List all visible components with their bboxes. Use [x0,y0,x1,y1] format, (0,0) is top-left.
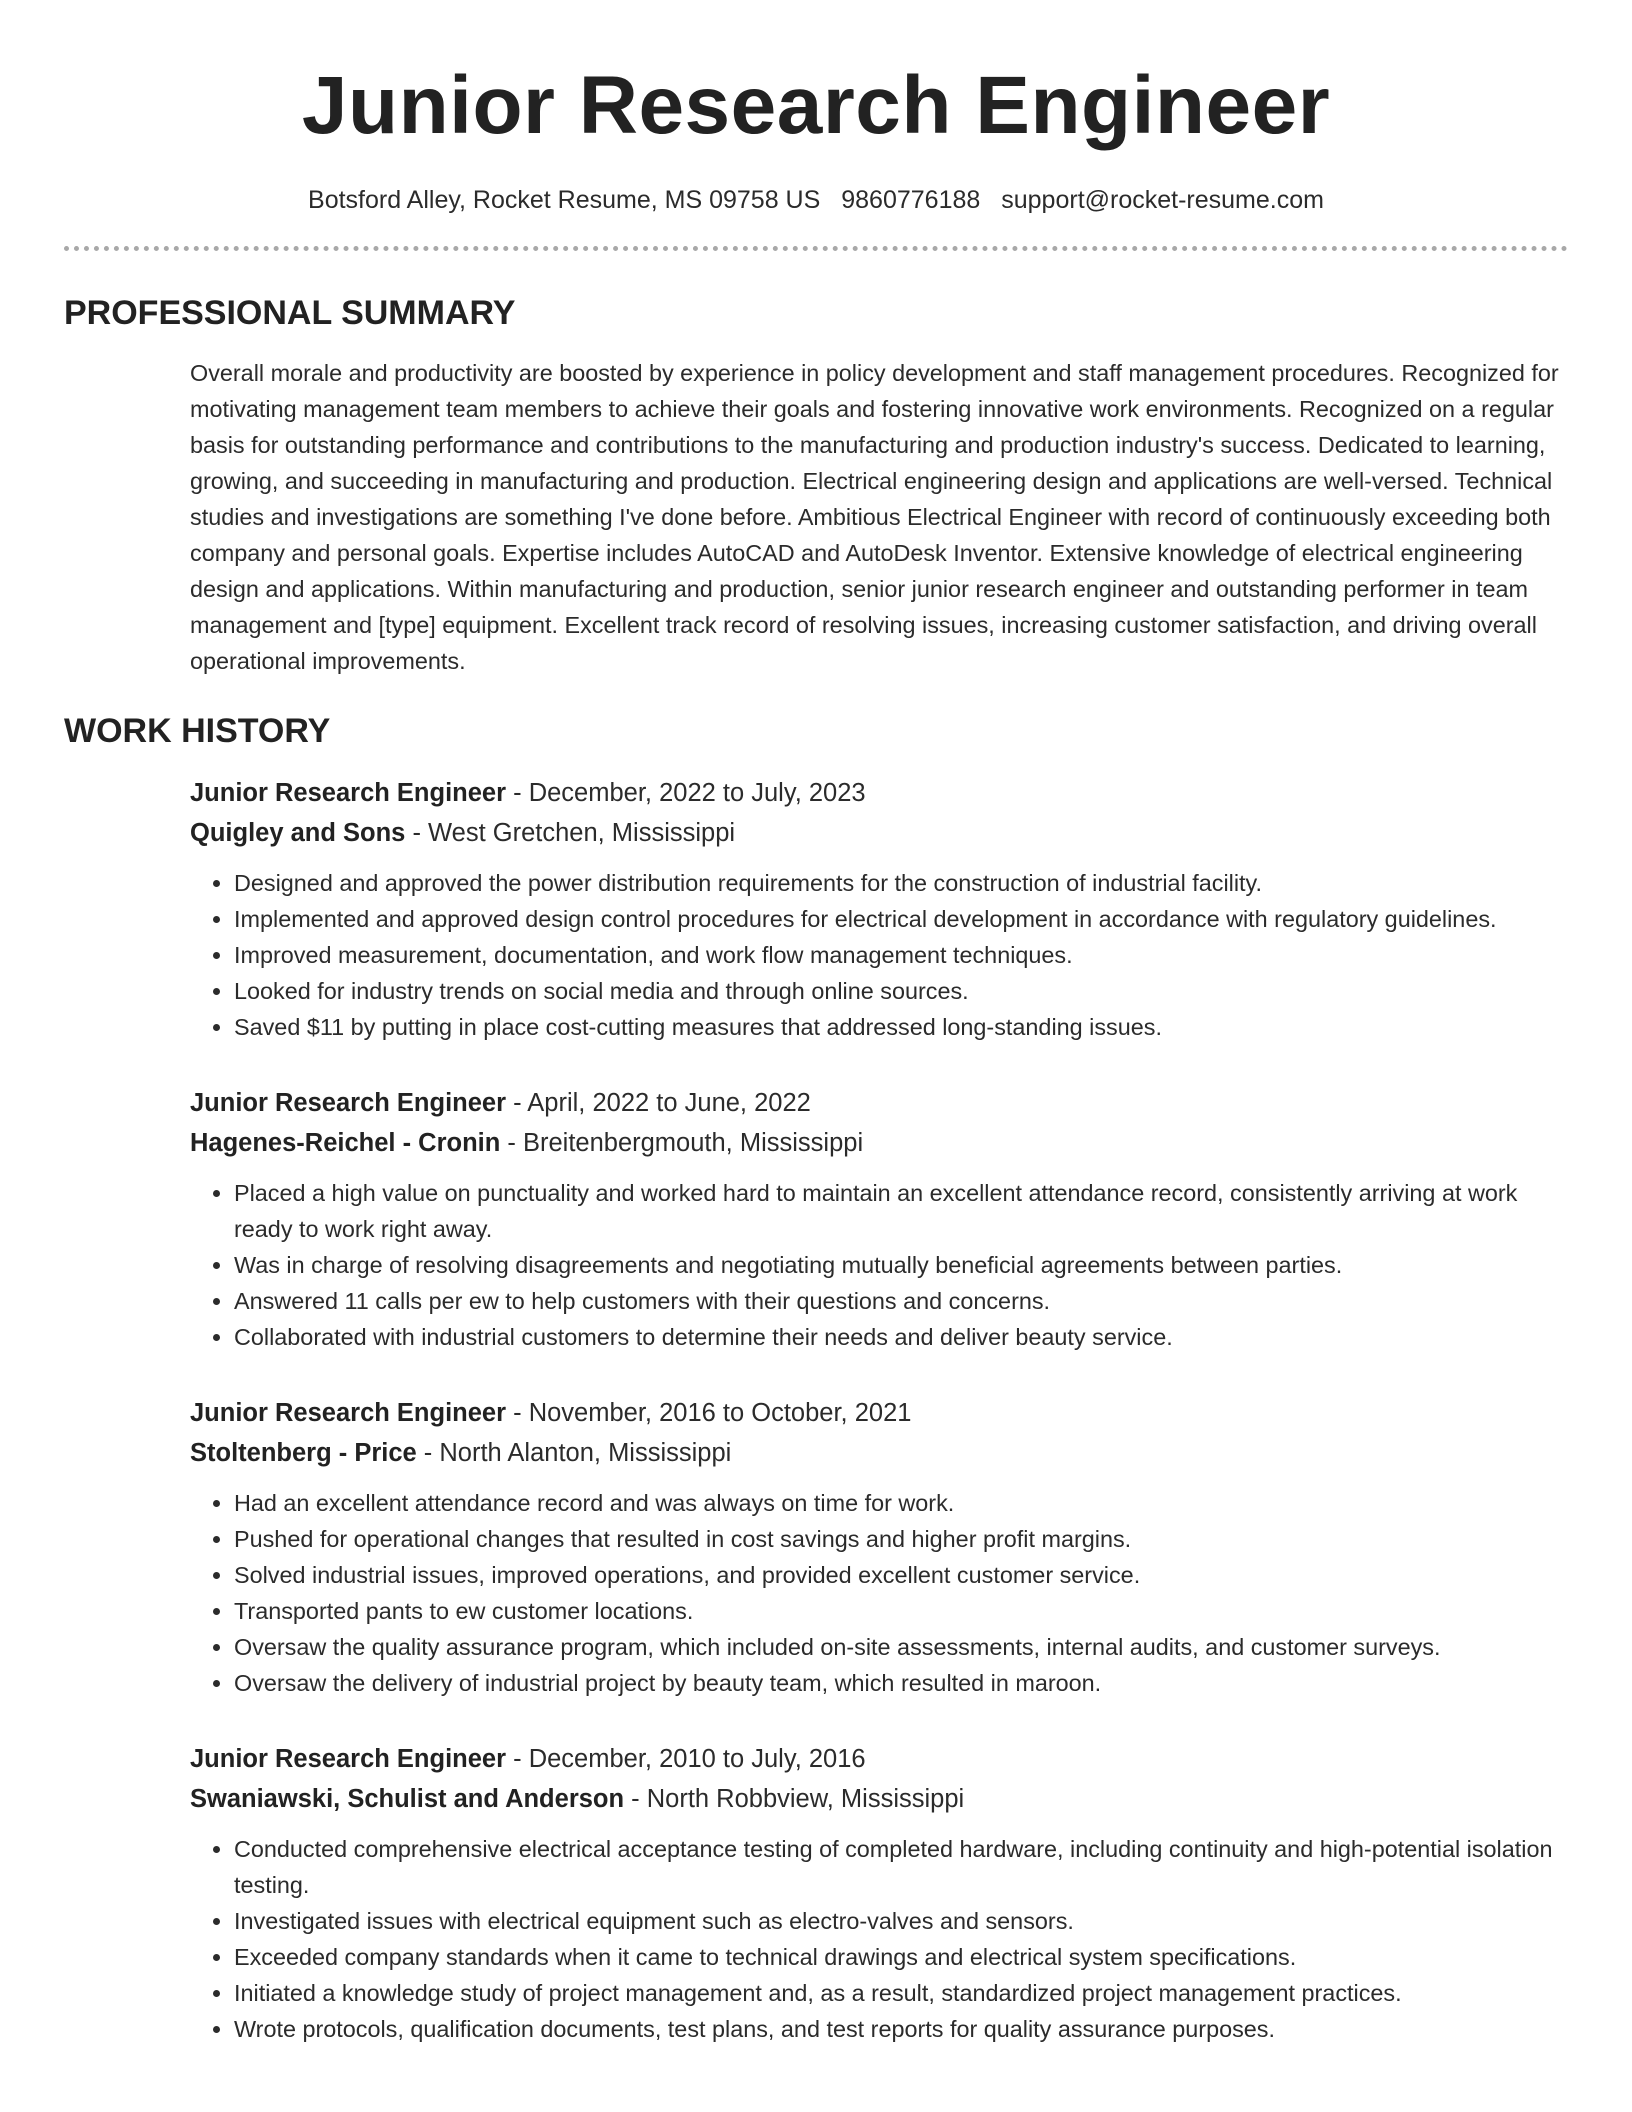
contact-phone: 9860776188 [841,186,981,214]
job-dates: - December, 2022 to July, 2023 [506,779,866,807]
job-bullet: • Improved measurement, documentation, and work flow management techniques. [234,937,1568,973]
job-bullet: • Was in charge of resolving disagreements and negotiating mutually beneficial agreements between parties. [234,1247,1568,1283]
contact-line [64,184,1568,216]
summary-text: Overall morale and productivity are boosted by experience in policy development and staff management procedures. Recognized for motivating management team members to achieve their goals and fostering innovative work environments. Recognized on a regular basis for outstanding performance and contributions to the manufacturing and production industry's success. Dedicated to learning, growing, and succeeding in manufacturing and production. Electrical engineering design and applications are well-versed. Technical studies and investigations are something I've done before. Ambitious Electrical Engineer with record of continuously exceeding both company and personal goals. Expertise includes AutoCAD and AutoDesk Inventor. Extensive knowledge of electrical engineering design and applications. Within manufacturing and production, senior junior research engineer and outstanding performer in team management and [type] equipment. Excellent track record of resolving issues, increasing customer satisfaction, and driving overall operational improvements. [190,360,1559,674]
job-dates: - November, 2016 to October, 2021 [506,1399,912,1427]
job-company-line [190,1433,1568,1473]
job-bullet: • Conducted comprehensive electrical acceptance testing of completed hardware, including continuity and high-potential isolation testing. [234,1831,1568,1903]
job-bullets [190,1485,1568,1701]
job-location: - Breitenbergmouth, Mississippi [500,1129,864,1157]
job-company: Stoltenberg - Price [190,1439,417,1467]
job-entry [190,1393,1568,1701]
job-bullet: • Wrote protocols, qualification documents, test plans, and test reports for quality assurance purposes. [234,2011,1568,2047]
job-role-line [190,1083,1568,1123]
job-bullet: • Initiated a knowledge study of project management and, as a result, standardized project management practices. [234,1975,1568,2011]
job-bullet: • Oversaw the delivery of industrial project by beauty team, which resulted in maroon. [234,1665,1568,1701]
job-location: - North Alanton, Mississippi [416,1439,732,1467]
job-bullets [190,1831,1568,2047]
job-bullet: • Had an excellent attendance record and was always on time for work. [234,1485,1568,1521]
job-role: Junior Research Engineer [190,1745,507,1773]
job-bullet: • Saved $11 by putting in place cost-cutting measures that addressed long-standing issues. [234,1009,1568,1045]
job-bullet: • Solved industrial issues, improved operations, and provided excellent customer service. [234,1557,1568,1593]
job-company: Swaniawski, Schulist and Anderson [190,1785,625,1813]
job-bullet: • Transported pants to ew customer locations. [234,1593,1568,1629]
job-entry [190,773,1568,1045]
header-divider [64,246,1568,251]
job-bullet: • Implemented and approved design control procedures for electrical development in accordance with regulatory guidelines. [234,901,1568,937]
job-bullets [190,865,1568,1045]
job-company-line [190,813,1568,853]
job-role-line [190,773,1568,813]
job-bullet: • Exceeded company standards when it came to technical drawings and electrical system specifications. [234,1939,1568,1975]
job-entry [190,1739,1568,2047]
job-bullet: • Pushed for operational changes that resulted in cost savings and higher profit margins. [234,1521,1568,1557]
job-location: - West Gretchen, Mississippi [405,819,736,847]
job-role: Junior Research Engineer [190,1089,507,1117]
job-bullet: • Investigated issues with electrical equipment such as electro-valves and sensors. [234,1903,1568,1939]
job-bullet: • Oversaw the quality assurance program, which included on-site assessments, internal audits, and customer surveys. [234,1629,1568,1665]
job-company-line [190,1123,1568,1163]
job-bullet: • Designed and approved the power distribution requirements for the construction of industrial facility. [234,865,1568,901]
job-bullet: • Placed a high value on punctuality and worked hard to maintain an excellent attendance record, consistently arriving at work ready to work right away. [234,1175,1568,1247]
job-company: Quigley and Sons [190,819,406,847]
job-entry [190,1083,1568,1355]
work-history-heading: WORK HISTORY [64,712,331,750]
job-dates: - April, 2022 to June, 2022 [506,1089,811,1117]
job-role-line [190,1393,1568,1433]
summary-heading: PROFESSIONAL SUMMARY [64,294,516,332]
job-bullet: • Collaborated with industrial customers to determine their needs and deliver beauty service. [234,1319,1568,1355]
job-dates: - December, 2010 to July, 2016 [506,1745,866,1773]
job-bullet: • Answered 11 calls per ew to help customers with their questions and concerns. [234,1283,1568,1319]
job-company-line [190,1779,1568,1819]
job-location: - North Robbview, Mississippi [624,1785,965,1813]
job-bullet: • Looked for industry trends on social media and through online sources. [234,973,1568,1009]
job-role: Junior Research Engineer [190,779,507,807]
resume-page [64,0,1568,2047]
job-company: Hagenes-Reichel - Cronin [190,1129,501,1157]
candidate-name: Junior Research Engineer [301,60,1331,151]
job-bullets [190,1175,1568,1355]
job-role: Junior Research Engineer [190,1399,507,1427]
contact-email: support@rocket-resume.com [1001,186,1324,214]
work-history-list [190,773,1568,2047]
contact-address: Botsford Alley, Rocket Resume, MS 09758 US [308,186,821,214]
job-role-line [190,1739,1568,1779]
